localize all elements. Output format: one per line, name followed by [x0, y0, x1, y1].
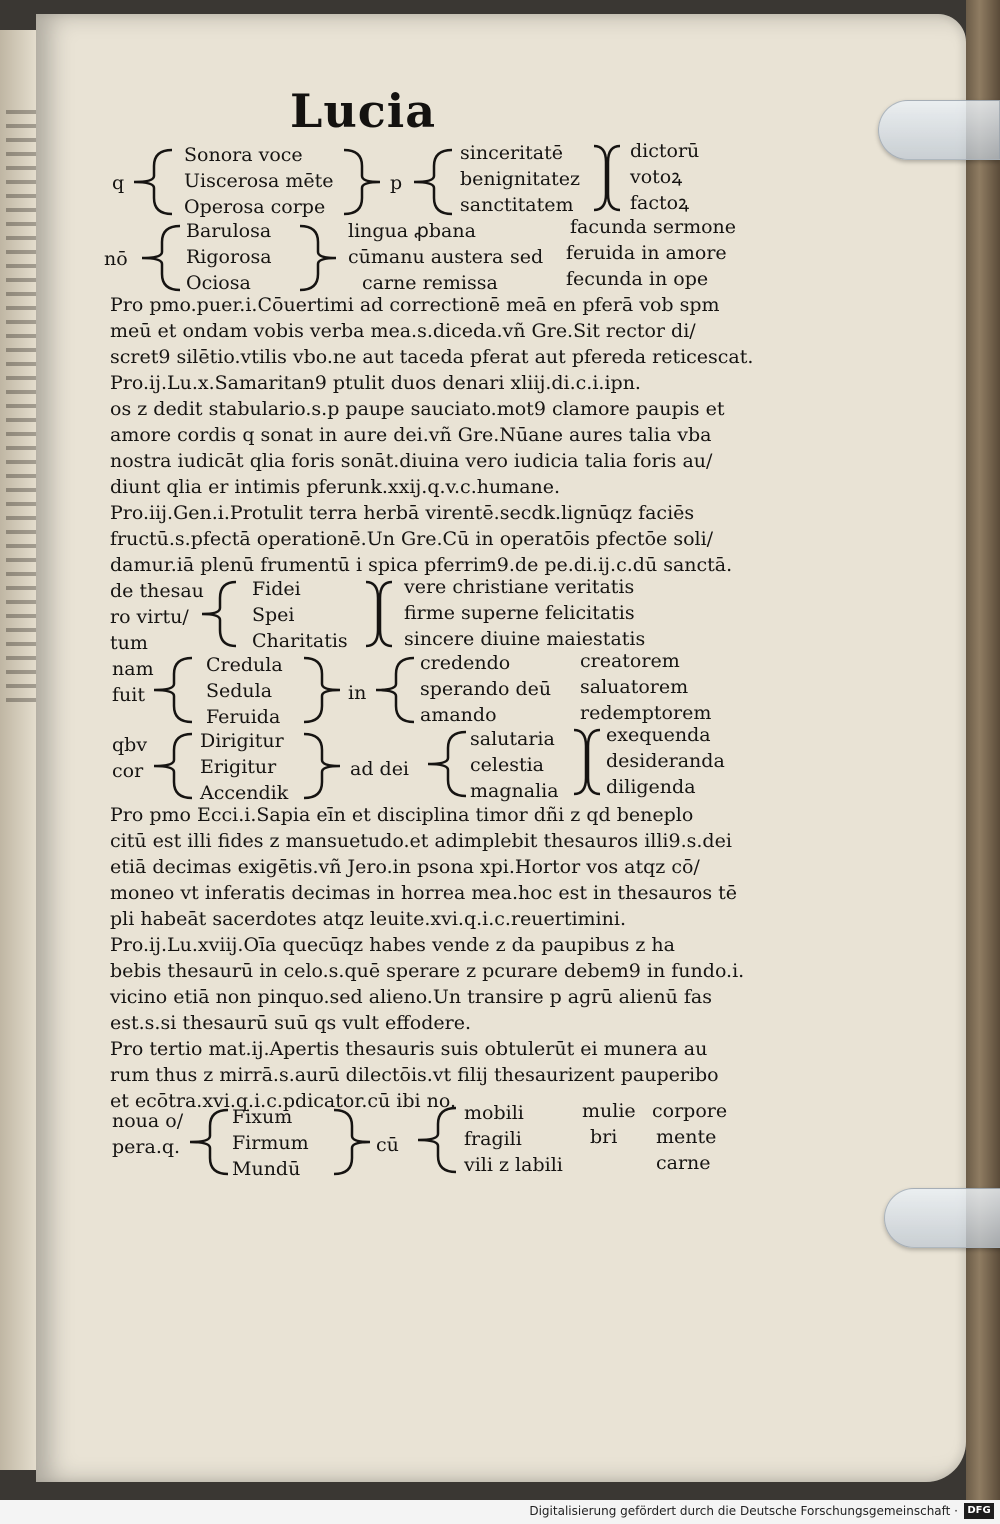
- d4-item2-1: credendo: [420, 652, 511, 674]
- para2-line-2: citū est illi fides z mansuetudo.et adimplebit thesauros illi9.s.dei: [110, 830, 732, 852]
- d2-item-2: Rigorosa: [186, 246, 272, 268]
- d2-item-1: Barulosa: [186, 220, 272, 242]
- d5-brace-2: [424, 728, 470, 800]
- para1-line-3: scret9 silētio.vtilis vbo.ne aut taceda pferat aut pfereda reticescat.: [110, 346, 754, 368]
- d1-brace-right: [340, 146, 384, 218]
- d3-left-2: ro virtu/: [110, 606, 189, 628]
- para1-line-8: diunt qlia er intimis pferunk.xxij.q.v.c.humane.: [110, 476, 561, 498]
- d5-left-2: cor: [112, 760, 144, 782]
- d6-col4-1: corpore: [652, 1100, 728, 1122]
- d1-item-3: Operosa corpe: [184, 196, 326, 218]
- d3-item-2: Spei: [252, 604, 295, 626]
- para1-line-9: Pro.iij.Gen.i.Protulit terra herbā virentē.secdk.lignūqz faciēs: [110, 502, 695, 524]
- para1-line-6: amore cordis q sonat in aure dei.vñ Gre.Nūane aures talia vba: [110, 424, 712, 446]
- d1-mid: p: [390, 172, 403, 194]
- d2-col3-2: feruida in amore: [566, 242, 727, 264]
- d3-item-1: Fidei: [252, 578, 301, 600]
- d3-item2-2: firme superne felicitatis: [404, 602, 635, 624]
- d5-mid: ad dei: [350, 758, 410, 780]
- para1-line-7: nostra iudicāt qlia foris sonāt.diuina vero iudicia talia foris au/: [110, 450, 713, 472]
- d5-item3-3: diligenda: [606, 776, 696, 798]
- d4-brace-left: [150, 654, 196, 726]
- d6-col3-2: bri: [590, 1126, 618, 1148]
- para1-line-10: fructū.s.pfectā operationē.Un Gre.Cū in operatōis pfectōe soli/: [110, 528, 714, 550]
- d3-brace-right: [362, 578, 396, 650]
- d3-left-1: de thesau: [110, 580, 204, 602]
- book-fore-edge: [966, 0, 1000, 1500]
- d6-item2-1: mobili: [464, 1102, 524, 1124]
- d5-item-3: Accendik: [200, 782, 289, 804]
- d1-item3-1: dictorū: [630, 140, 700, 162]
- d6-left-2: pera.q.: [112, 1136, 181, 1158]
- para2-line-6: Pro.ij.Lu.xviij.Oīa quecūqz habes vende z da paupibus z ha: [110, 934, 675, 956]
- d6-mid: cū: [376, 1134, 399, 1156]
- d2-brace-left: [138, 222, 184, 294]
- page-clip-top: [878, 100, 1000, 160]
- d6-left-1: noua o/: [112, 1110, 184, 1132]
- d6-item-1: Fixum: [232, 1106, 293, 1128]
- d5-item3-1: exequenda: [606, 724, 711, 746]
- para2-line-7: bebis thesaurū in celo.s.quē sperare z pcurare debem9 in fundo.i.: [110, 960, 745, 982]
- d5-left-1: qbv: [112, 734, 148, 756]
- d5-item2-1: salutaria: [470, 728, 555, 750]
- d2-col2-1: lingua ꝓbana: [348, 220, 476, 242]
- para2-line-11: rum thus z mirrā.s.aurū dilectōis.vt filij thesaurizent pauperibo: [110, 1064, 719, 1086]
- d4-left-1: nam: [112, 658, 154, 680]
- d2-col3-1: facunda sermone: [570, 216, 737, 238]
- d5-brace-3: [570, 726, 604, 798]
- footer-bar: [0, 1500, 1000, 1524]
- d1-item2-1: sinceritatē: [460, 142, 563, 164]
- d4-brace-2: [372, 654, 418, 726]
- d6-item2-2: fragili: [464, 1128, 522, 1150]
- d4-brace-right: [300, 654, 344, 726]
- d6-brace-right: [330, 1106, 374, 1178]
- d4-item-2: Sedula: [206, 680, 273, 702]
- d4-item3-3: redemptorem: [580, 702, 712, 724]
- para1-line-4: Pro.ij.Lu.x.Samaritan9 ptulit duos denari xliij.di.c.i.ipn.: [110, 372, 641, 394]
- para1-line-1: Pro pmo.puer.i.Cōuertimi ad correctionē meā en pferā vob spm: [110, 294, 720, 316]
- d3-item2-1: vere christiane veritatis: [404, 576, 635, 598]
- d4-item2-3: amando: [420, 704, 497, 726]
- para2-line-4: moneo vt inferatis decimas in horrea mea.hoc est in thesauros tē: [110, 882, 738, 904]
- d1-item3-3: factoꝝ: [630, 192, 690, 214]
- d2-col3-3: fecunda in ope: [566, 268, 709, 290]
- d5-item3-2: desideranda: [606, 750, 725, 772]
- d1-item-2: Uiscerosa mēte: [184, 170, 334, 192]
- running-head: Lucia: [290, 84, 437, 138]
- para2-line-9: est.s.si thesaurū suū qs vult effodere.: [110, 1012, 472, 1034]
- d6-item-2: Firmum: [232, 1132, 309, 1154]
- d1-item2-2: benignitatez: [460, 168, 581, 190]
- para1-line-2: meū et ondam vobis verba mea.s.diceda.vñ Gre.Sit rector di/: [110, 320, 696, 342]
- d2-col2-3: carne remissa: [362, 272, 498, 294]
- d4-item3-2: saluatorem: [580, 676, 689, 698]
- d5-item2-2: celestia: [470, 754, 544, 776]
- d3-item-3: Charitatis: [252, 630, 348, 652]
- d2-col2-2: cūmanu austera: [348, 246, 504, 268]
- page-clip-bottom: [884, 1188, 1000, 1248]
- d4-left-2: fuit: [112, 684, 145, 706]
- d3-brace-left: [200, 578, 240, 650]
- d1-brace-3: [590, 142, 624, 214]
- d6-col4-3: carne: [656, 1152, 711, 1174]
- d1-brace-left: [130, 146, 176, 218]
- d3-item2-3: sincere diuine maiestatis: [404, 628, 646, 650]
- d1-left: q: [112, 172, 125, 194]
- dfg-logo: DFG: [964, 1503, 994, 1519]
- d6-brace-2: [414, 1104, 460, 1176]
- d5-item-2: Erigitur: [200, 756, 277, 778]
- d2-brace-right: [296, 222, 340, 294]
- para2-line-10: Pro tertio mat.ij.Apertis thesauris suis obtulerūt ei munera au: [110, 1038, 708, 1060]
- d6-col4-2: mente: [656, 1126, 717, 1148]
- d5-item2-3: magnalia: [470, 780, 559, 802]
- para1-line-5: os z dedit stabulario.s.p paupe sauciato.mot9 clamore paupis et: [110, 398, 725, 420]
- d5-item-1: Dirigitur: [200, 730, 284, 752]
- facing-page-text: [6, 110, 36, 710]
- d1-brace-2: [410, 146, 456, 218]
- d4-mid: in: [348, 682, 367, 704]
- d6-col3-1: mulie: [582, 1100, 636, 1122]
- d3-left-3: tum: [110, 632, 148, 654]
- d6-item-3: Mundū: [232, 1158, 301, 1180]
- funding-credit: Digitalisierung gefördert durch die Deutsche Forschungsgemeinschaft ·: [529, 1504, 958, 1518]
- d4-item-3: Feruida: [206, 706, 281, 728]
- para2-line-3: etiā decimas exigētis.vñ Jero.in psona xpi.Hortor vos atqz cō/: [110, 856, 700, 878]
- d2-sed: sed: [510, 246, 544, 268]
- para2-line-5: pli habeāt sacerdotes atqz leuite.xvi.q.i.c.reuertimini.: [110, 908, 626, 930]
- d6-brace-left: [186, 1106, 232, 1178]
- para2-line-1: Pro pmo Ecci.i.Sapia eīn et disciplina timor dñi z qd beneplo: [110, 804, 694, 826]
- d1-item3-2: votoꝝ: [630, 166, 683, 188]
- d5-brace-right: [300, 730, 344, 802]
- d1-item-1: Sonora voce: [184, 144, 303, 166]
- d6-item2-3: vili z labili: [464, 1154, 563, 1176]
- d2-left: nō: [104, 248, 128, 270]
- d4-item2-2: sperando deū: [420, 678, 552, 700]
- d2-item-3: Ociosa: [186, 272, 251, 294]
- para1-line-11: damur.iā plenū frumentū i spica pferrim9.de pe.di.ij.c.dū sanctā.: [110, 554, 733, 576]
- para2-line-8: vicino etiā non pinquo.sed alieno.Un transire p agrū alienū fas: [110, 986, 713, 1008]
- para2-line-12: et ecōtra.xvi.q.i.c.pdicator.cū ibi no.: [110, 1090, 457, 1112]
- d5-brace-left: [150, 730, 196, 802]
- d4-item-1: Credula: [206, 654, 283, 676]
- d1-item2-3: sanctitatem: [460, 194, 574, 216]
- d4-item3-1: creatorem: [580, 650, 680, 672]
